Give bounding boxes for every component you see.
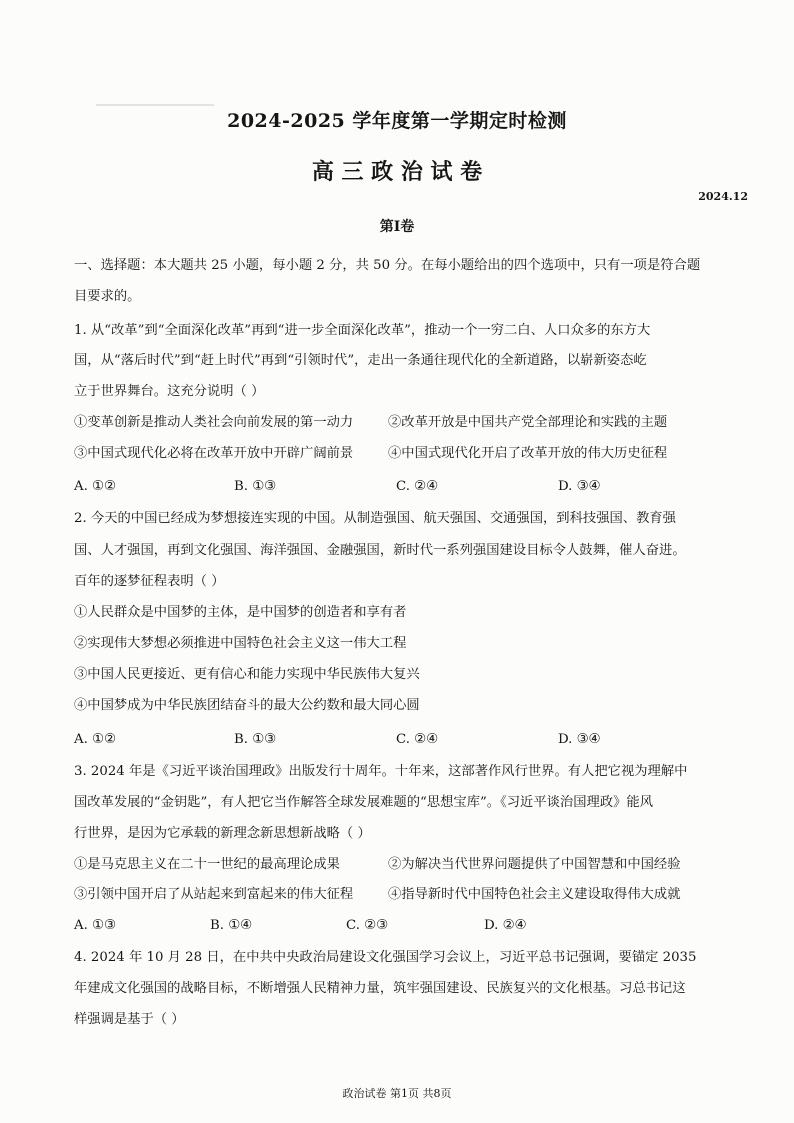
question-3-statement-3: ③引领中国开启了从站起来到富起来的伟大征程 <box>74 887 354 902</box>
question-3-option-b[interactable]: B. ①④ <box>210 918 253 933</box>
exam-title: 2024-2025 学年度第一学期定时检测 <box>227 110 567 132</box>
question-2-stem-line: 百年的逐梦征程表明（ ） <box>74 574 225 589</box>
question-1-option-d[interactable]: D. ③④ <box>558 479 601 494</box>
section-instructions-line: 目要求的。 <box>74 289 141 304</box>
question-1-statement-4: ④中国式现代化开启了改革开放的伟大历史征程 <box>388 446 668 461</box>
question-1-stem-line: 1. 从“改革”到“全面深化改革”再到“进一步全面深化改革”，推动一个一穷二白、人口众多的东方大 <box>74 323 651 338</box>
volume-heading: 第Ⅰ卷 <box>379 219 415 235</box>
question-3-options <box>74 917 724 935</box>
question-1-statements-row <box>74 445 724 463</box>
question-4-stem-line: 年建成文化强国的战略目标，不断增强人民精神力量，筑牢强国建设、民族复兴的文化根基。习总书记这 <box>74 981 686 996</box>
question-1-option-c[interactable]: C. ②④ <box>396 479 438 494</box>
question-2-statement-4: ④中国梦成为中华民族团结奋斗的最大公约数和最大同心圆 <box>74 698 420 713</box>
question-3-statement-4: ④指导新时代中国特色社会主义建设取得伟大成就 <box>388 887 681 902</box>
question-2-option-d[interactable]: D. ③④ <box>558 732 601 747</box>
question-3-stem-line: 国改革发展的“金钥匙”，有人把它当作解答全球发展难题的“思想宝库”。《习近平谈治国理政》能风 <box>74 795 654 810</box>
question-2-stem-line: 国、人才强国，再到文化强国、海洋强国、金融强国，新时代一系列强国建设目标令人鼓舞，催人奋进。 <box>74 543 686 558</box>
question-2-statement-1: ①人民群众是中国梦的主体，是中国梦的创造者和享有者 <box>74 605 407 620</box>
question-1-options <box>74 478 724 496</box>
question-3-option-d[interactable]: D. ②④ <box>484 918 527 933</box>
question-1-statement-3: ③中国式现代化必将在改革开放中开辟广阔前景 <box>74 446 354 461</box>
question-2-option-c[interactable]: C. ②④ <box>396 732 438 747</box>
question-3-option-c[interactable]: C. ②③ <box>346 918 388 933</box>
question-3-statement-2: ②为解决当代世界问题提供了中国智慧和中国经验 <box>388 857 681 872</box>
question-2-option-a[interactable]: A. ①② <box>74 732 116 747</box>
question-1-statement-1: ①变革创新是推动人类社会向前发展的第一动力 <box>74 415 354 430</box>
question-2-statement-3: ③中国人民更接近、更有信心和能力实现中华民族伟大复兴 <box>74 667 420 682</box>
question-1-stem-line: 立于世界舞台。这充分说明（ ） <box>74 384 265 399</box>
question-4-stem-line: 样强调是基于（ ） <box>74 1012 185 1027</box>
question-1-statements-row <box>74 414 724 432</box>
question-4-stem-line: 4. 2024 年 10 月 28 日，在中共中央政治局建设文化强国学习会议上，习近平总书记强调，要锚定 2035 <box>74 950 697 965</box>
question-3-statement-1: ①是马克思主义在二十一世纪的最高理论成果 <box>74 857 340 872</box>
question-3-statements-row <box>74 886 724 904</box>
question-1-option-b[interactable]: B. ①③ <box>234 479 277 494</box>
question-3-stem-line: 3. 2024 年是《习近平谈治国理政》出版发行十周年。十年来，这部著作风行世界。有人把它视为理解中 <box>74 764 688 779</box>
page-footer: 政治试卷 第1页 共8页 <box>342 1087 452 1100</box>
question-3-option-a[interactable]: A. ①③ <box>74 918 116 933</box>
question-1-stem-line: 国，从“落后时代”到“赶上时代”再到“引领时代”，走出一条通往现代化的全新道路，以崭新姿态屹 <box>74 353 647 368</box>
question-2-options <box>74 731 724 749</box>
exam-subtitle: 高 三 政 治 试 卷 <box>311 159 483 185</box>
question-2-stem-line: 2. 今天的中国已经成为梦想接连实现的中国。从制造强国、航天强国、交通强国，到科技强国、教育强 <box>74 511 676 526</box>
question-1-option-a[interactable]: A. ①② <box>74 479 116 494</box>
question-2-option-b[interactable]: B. ①③ <box>234 732 277 747</box>
question-3-statements-row <box>74 856 724 874</box>
question-3-stem-line: 行世界，是因为它承载的新理念新思想新战略（ ） <box>74 826 371 841</box>
section-instructions-line: 一、选择题：本大题共 25 小题，每小题 2 分，共 50 分。在每小题给出的四个选项中，只有一项是符合题 <box>74 258 701 273</box>
question-1-statement-2: ②改革开放是中国共产党全部理论和实践的主题 <box>388 415 668 430</box>
exam-date: 2024.12 <box>698 190 748 203</box>
question-2-statement-2: ②实现伟大梦想必须推进中国特色社会主义这一伟大工程 <box>74 636 407 651</box>
